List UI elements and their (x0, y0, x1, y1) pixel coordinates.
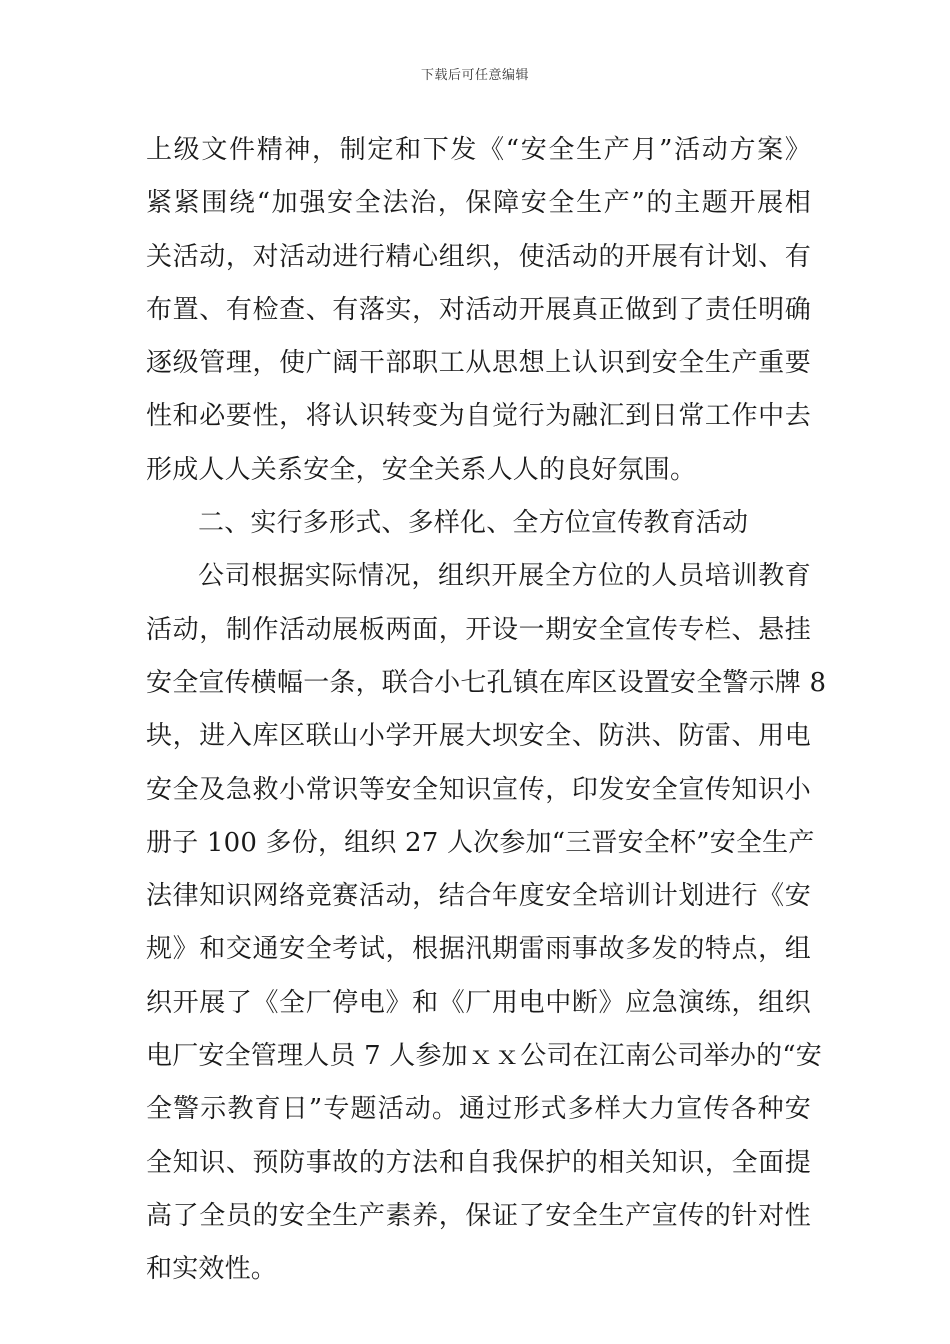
text-line-15: 法律知识网络竞赛活动，结合年度安全培训计划进行《安 (146, 881, 811, 912)
text-line-19: 全警示教育日”专题活动。通过形式多样大力宣传各种安 (146, 1094, 811, 1125)
text-line-6: 性和必要性，将认识转变为自觉行为融汇到日常工作中去 (146, 401, 811, 432)
text-line-17: 织开展了《全厂停电》和《厂用电中断》应急演练，组织 (146, 987, 811, 1018)
text-line-22: 和实效性。 (146, 1254, 278, 1285)
text-line-14: 册子 100 多份，组织 27 人次参加“三晋安全杯”安全生产 (146, 827, 815, 858)
text-line-1: 上级文件精神，制定和下发《“安全生产月”活动方案》 (146, 135, 811, 165)
text-line-20: 全知识、预防事故的方法和自我保护的相关知识，全面提 (146, 1147, 811, 1178)
section-heading: 二、实行多形式、多样化、全方位宣传教育活动 (198, 508, 749, 539)
text-line-18: 电厂安全管理人员 7 人参加ｘｘ公司在江南公司举办的“安 (146, 1041, 822, 1072)
text-line-9: 公司根据实际情况，组织开展全方位的人员培训教育 (198, 561, 811, 592)
text-line-10: 活动，制作活动展板两面，开设一期安全宣传专栏、悬挂 (146, 614, 811, 645)
text-line-16: 规》和交通安全考试，根据汛期雷雨事故多发的特点，组 (146, 934, 811, 965)
text-line-21: 高了全员的安全生产素养，保证了安全生产宣传的针对性 (146, 1200, 811, 1231)
text-line-4: 布置、有检查、有落实，对活动开展真正做到了责任明确 (146, 294, 811, 325)
document-body (146, 124, 827, 1297)
text-line-3: 关活动，对活动进行精心组织，使活动的开展有计划、有 (146, 241, 811, 272)
text-line-7: 形成人人关系安全，安全关系人人的良好氛围。 (146, 454, 697, 485)
text-line-12: 块，进入库区联山小学开展大坝安全、防洪、防雷、用电 (146, 721, 811, 752)
text-line-2: 紧紧围绕“加强安全法治，保障安全生产”的主题开展相 (146, 188, 811, 219)
text-line-13: 安全及急救小常识等安全知识宣传，印发安全宣传知识小 (146, 774, 811, 805)
text-line-5: 逐级管理，使广阔干部职工从思想上认识到安全生产重要 (146, 348, 811, 379)
page-header-note: 下载后可任意编辑 (420, 68, 529, 83)
text-line-11: 安全宣传横幅一条，联合小七孔镇在库区设置安全警示牌 8 (146, 667, 827, 698)
